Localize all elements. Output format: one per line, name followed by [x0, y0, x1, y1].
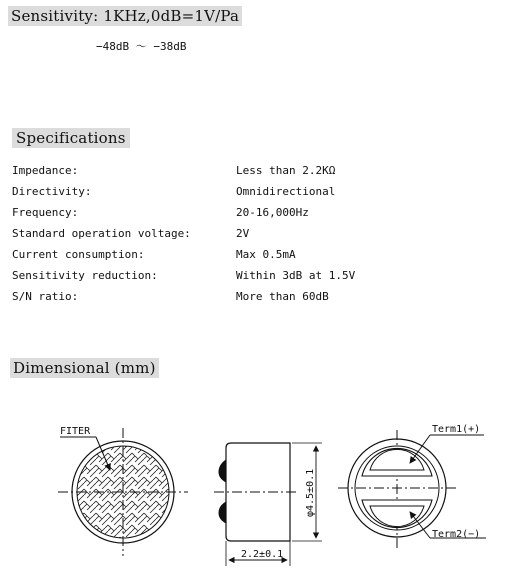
spec-label-sensitivity-reduction: Sensitivity reduction: — [12, 269, 158, 282]
term1-label: Term1(+) — [432, 424, 481, 435]
spec-value-frequency: 20-16,000Hz — [236, 206, 309, 219]
sensitivity-range: −48dB 〜 −38dB — [96, 40, 187, 53]
spec-value-current: Max 0.5mA — [236, 248, 296, 261]
spec-value-voltage: 2V — [236, 227, 250, 240]
specifications-heading: Specifications — [12, 128, 130, 148]
front-view — [58, 426, 188, 556]
spec-value-sensitivity-reduction: Within 3dB at 1.5V — [236, 269, 356, 282]
sensitivity-heading: Sensitivity: 1KHz,0dB=1V/Pa — [8, 6, 242, 26]
spec-label-current: Current consumption: — [12, 248, 145, 261]
spec-label-frequency: Frequency: — [12, 206, 79, 219]
spec-value-sn-ratio: More than 60dB — [236, 290, 329, 303]
spec-value-impedance: Less than 2.2KΩ — [236, 164, 336, 177]
spec-label-voltage: Standard operation voltage: — [12, 227, 191, 240]
spec-label-impedance: Impedance: — [12, 164, 79, 177]
spec-value-directivity: Omnidirectional — [236, 185, 336, 198]
height-label: 2.2±0.1 — [241, 549, 284, 560]
dimensional-heading: Dimensional (mm) — [10, 358, 159, 378]
filter-label: FITER — [60, 426, 91, 437]
term2-label: Term2(−) — [432, 529, 481, 540]
diameter-label: φ4.5±0.1 — [305, 468, 316, 517]
spec-label-directivity: Directivity: — [12, 185, 92, 198]
back-view — [338, 424, 486, 548]
spec-label-sn-ratio: S/N ratio: — [12, 290, 79, 303]
side-view — [214, 443, 322, 566]
